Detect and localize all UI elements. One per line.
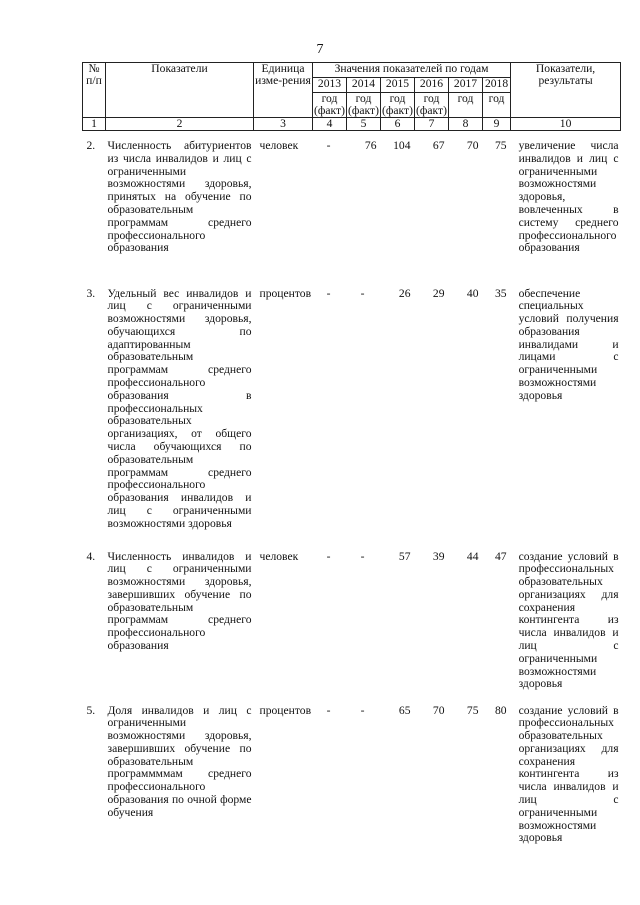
header-year-suffix: год	[483, 93, 511, 118]
value-cell: 104	[393, 139, 411, 152]
header-year-suffix: год	[449, 93, 483, 118]
indicator-name: Численность абитуриентов из числа инвалидов и лиц с ограниченными возможностями здоровья, принятых на обучение по образовательным программам среднего профессионального образования	[107, 139, 252, 255]
column-number: 3	[254, 118, 313, 131]
unit-cell: человек	[259, 549, 299, 563]
row-number: 4.	[86, 549, 96, 563]
column-number: 5	[347, 118, 381, 131]
unit-cell: человек	[259, 139, 299, 152]
value-cell: 47	[494, 549, 507, 563]
row-number: 5.	[86, 703, 96, 717]
result-cell: увеличение числа инвалидов и лиц с ограниченными возможностями здоровья, вовлеченных в систему среднего профессионального образования	[518, 139, 619, 255]
header-results: Показатели, результаты	[511, 63, 621, 118]
value-cell: 70	[466, 139, 479, 152]
column-number: 10	[511, 118, 621, 131]
value-cell: -	[360, 286, 365, 300]
value-cell: 70	[432, 703, 445, 717]
column-number: 4	[313, 118, 347, 131]
column-number: 1	[83, 118, 106, 131]
header-unit: Единица изме-рения	[254, 63, 313, 118]
header-year-suffix: год (факт)	[314, 92, 345, 117]
value-cell: -	[360, 703, 365, 717]
value-cell: 80	[494, 703, 507, 717]
value-cell: -	[326, 549, 331, 563]
unit-cell: процентов	[259, 286, 312, 300]
page-number: 7	[316, 42, 324, 57]
header-num: № п/п	[83, 63, 106, 118]
header-year-suffix: год (факт)	[416, 92, 447, 117]
column-number: 9	[483, 118, 511, 131]
table-row	[83, 131, 621, 279]
value-cell: 26	[398, 286, 411, 300]
value-cell: -	[326, 703, 331, 717]
header-year: 2015	[381, 78, 415, 93]
header-year-suffix: год (факт)	[348, 92, 379, 117]
header-year: 2018	[483, 78, 511, 93]
column-number: 2	[106, 118, 254, 131]
header-year-suffix: год (факт)	[382, 92, 413, 117]
table-row	[83, 696, 621, 846]
column-number: 6	[381, 118, 415, 131]
column-number: 8	[449, 118, 483, 131]
header-year: 2017	[449, 78, 483, 93]
value-cell: 57	[398, 549, 411, 563]
value-cell: 76	[364, 139, 377, 152]
result-cell: создание условий в профессиональных образовательных организациях для сохранения контингента из числа инвалидов и лиц с ограниченными возможностями здоровья	[518, 549, 619, 691]
header-values-group: Значения показателей по годам	[313, 63, 511, 78]
value-cell: 75	[494, 139, 507, 152]
table-row	[83, 542, 621, 696]
row-number: 3.	[86, 286, 96, 300]
header-year: 2016	[415, 78, 449, 93]
row-number: 2.	[86, 139, 96, 152]
header-year: 2013	[313, 78, 347, 93]
unit-cell: процентов	[259, 703, 312, 717]
result-cell: создание условий в профессиональных образовательных организациях для сохранения контингента из числа инвалидов и лиц с ограниченными возможностями здоровья	[518, 703, 619, 845]
value-cell: -	[326, 286, 331, 300]
indicator-name: Доля инвалидов и лиц с ограниченными возможностями здоровья, завершивших обучение по образовательным программммам среднего профессионального образования по очной форме обучения	[107, 703, 252, 819]
value-cell: 65	[398, 703, 411, 717]
value-cell: 67	[432, 139, 445, 152]
result-cell: обеспечение специальных условий получения образования инвалидами и лицами с ограниченными возможностями здоровья	[518, 286, 619, 402]
value-cell: 35	[494, 286, 507, 300]
value-cell: -	[360, 549, 365, 563]
indicator-name: Численность инвалидов и лиц с ограниченными возможностями здоровья, завершивших обучение по образовательным программам среднего профессионального образования	[107, 549, 252, 653]
indicators-table	[82, 62, 621, 845]
value-cell: 39	[432, 549, 445, 563]
column-number: 7	[415, 118, 449, 131]
indicator-name: Удельный вес инвалидов и лиц с ограниченными возможностями здоровья, обучающихся по адаптированным образовательным программам среднего профессионального образования в профессиональных образовательных организациях, от общего числа обучающихся по образовательным программам среднего профессионального образования инвалидов и лиц с ограниченными возможностями здоровья	[107, 286, 252, 530]
header-indicators: Показатели	[106, 63, 254, 118]
table-row	[83, 279, 621, 542]
value-cell: -	[326, 139, 331, 152]
value-cell: 44	[466, 549, 479, 563]
value-cell: 75	[466, 703, 479, 717]
header-year: 2014	[347, 78, 381, 93]
value-cell: 40	[466, 286, 479, 300]
value-cell: 29	[432, 286, 445, 300]
